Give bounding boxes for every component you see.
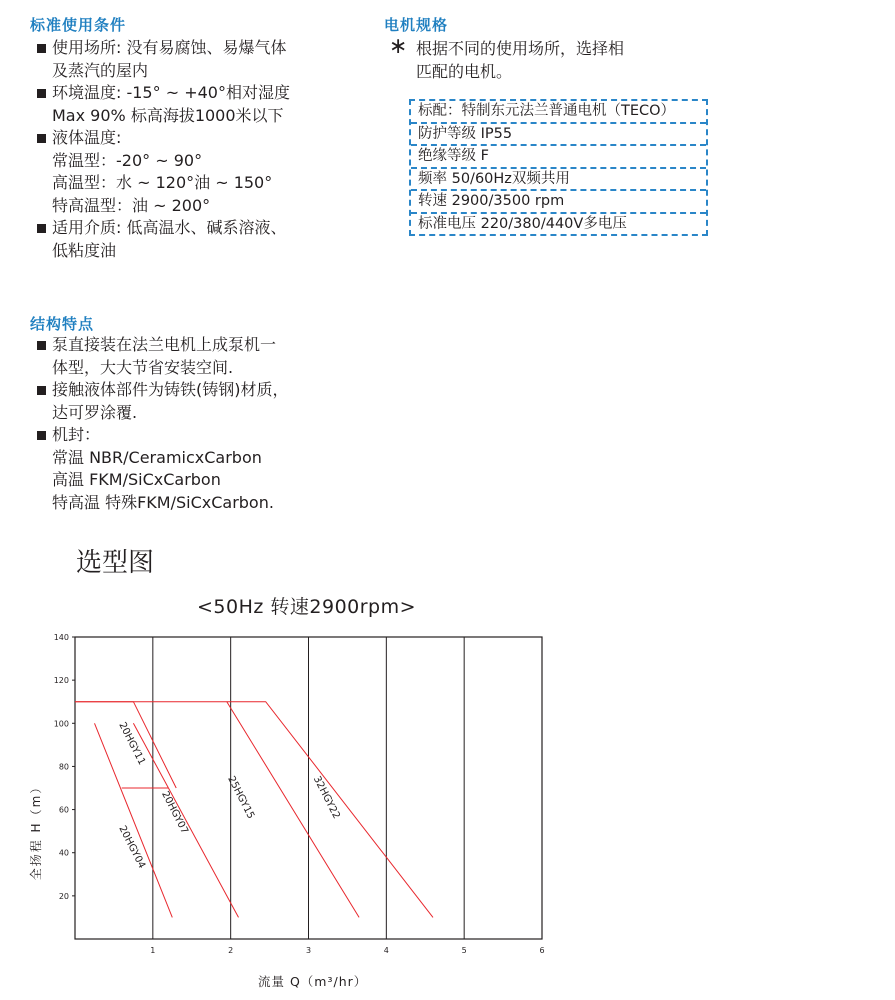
x-tick-label: 6	[539, 946, 545, 955]
spec-row-frequency: 频率 50/60Hz双频共用	[411, 169, 706, 192]
usage-list	[35, 37, 335, 262]
x-axis-label: 流量 Q（m³/hr）	[258, 974, 368, 989]
usage-title: 标准使用条件	[30, 16, 127, 34]
usage-item-ambient-cont: Max 90% 标高海拔1000米以下	[52, 105, 284, 125]
spec-row-protection: 防护等级 IP55	[411, 124, 706, 147]
motor-title: 电机规格	[384, 16, 449, 34]
series-line-20hgy07	[133, 723, 238, 917]
x-tick-label: 3	[305, 946, 312, 955]
usage-item-liquid-temp: 液体温度:	[35, 127, 335, 150]
y-tick-label: 120	[53, 676, 69, 686]
chart-ticks	[54, 633, 545, 955]
structure-item-mount-cont: 体型，大大节省安装空间.	[52, 357, 234, 377]
series-label-20hgy11: 20HGY11	[116, 720, 148, 767]
structure-item-mount: 泵直接装在法兰电机上成泵机一	[35, 334, 335, 357]
structure-item-seal: 机封：	[35, 424, 335, 447]
selection-title: 选型图	[76, 548, 155, 578]
structure-list	[35, 334, 335, 514]
motor-note-line-2: 匹配的电机。	[416, 62, 513, 81]
structure-item-seal-high: 高温 FKM/SiCxCarbon	[52, 470, 221, 489]
structure-item-seal-normal: 常温 NBR/CeramicxCarbon	[52, 447, 262, 467]
structure-item-material: 接触液体部件为铸铁(铸钢)材质，	[35, 379, 335, 402]
spec-row-standard: 标配：特制东元法兰普通电机（TECO）	[411, 101, 706, 124]
usage-item-high-temp: 高温型：水 ~ 120°油 ~ 150°	[52, 173, 273, 192]
structure-item-seal-super: 特高温 特殊FKM/SiCxCarbon.	[52, 492, 274, 512]
y-axis-label: 全扬程 H（m）	[29, 779, 43, 881]
series-line-25hgy15	[75, 702, 359, 918]
usage-item-medium: 适用介质: 低高温水、碱系溶液、	[35, 217, 335, 240]
selection-subtitle: <50Hz 转速2900rpm>	[197, 596, 417, 618]
series-label-32hgy22: 32HGY22	[310, 774, 342, 821]
x-tick-label: 4	[383, 946, 389, 955]
series-label-20hgy07: 20HGY07	[159, 789, 190, 836]
motor-spec-table	[409, 99, 708, 236]
structure-item-material-cont: 达可罗涂覆.	[52, 402, 138, 422]
usage-item-location-cont: 及蒸汽的屋内	[52, 60, 149, 80]
usage-item-normal-temp: 常温型：-20° ~ 90°	[52, 150, 203, 170]
spec-row-voltage: 标准电压 220/380/440V多电压	[418, 215, 627, 232]
spec-row-insulation: 绝缘等级 F	[411, 146, 706, 169]
y-tick-label: 100	[53, 719, 69, 729]
usage-item-location: 使用场所: 没有易腐蚀、易爆气体	[35, 37, 335, 60]
usage-item-ambient: 环境温度: -15° ~ +40°相对湿度	[35, 82, 335, 105]
x-tick-label: 2	[228, 946, 234, 955]
y-tick-label: 40	[58, 848, 69, 858]
y-tick-label: 80	[58, 762, 69, 772]
asterisk-icon: ∗	[389, 34, 408, 59]
chart-series-labels	[116, 721, 341, 871]
series-label-20hgy04: 20HGY04	[116, 824, 148, 871]
motor-note-line-1: 根据不同的使用场所，选择相	[416, 39, 625, 58]
usage-item-super-temp: 特高温型：油 ~ 200°	[52, 195, 211, 215]
y-tick-label: 60	[58, 805, 69, 815]
x-tick-label: 5	[461, 946, 467, 955]
structure-title: 结构特点	[30, 315, 95, 333]
y-tick-label: 140	[53, 633, 69, 642]
x-tick-label: 1	[150, 946, 156, 955]
pump-selection-chart	[0, 625, 895, 1000]
series-label-25hgy15: 25HGY15	[225, 774, 257, 821]
usage-item-medium-cont: 低粘度油	[52, 240, 117, 260]
motor-note	[416, 37, 666, 83]
spec-row-speed: 转速 2900/3500 rpm	[411, 191, 706, 214]
y-tick-label: 20	[58, 891, 69, 901]
